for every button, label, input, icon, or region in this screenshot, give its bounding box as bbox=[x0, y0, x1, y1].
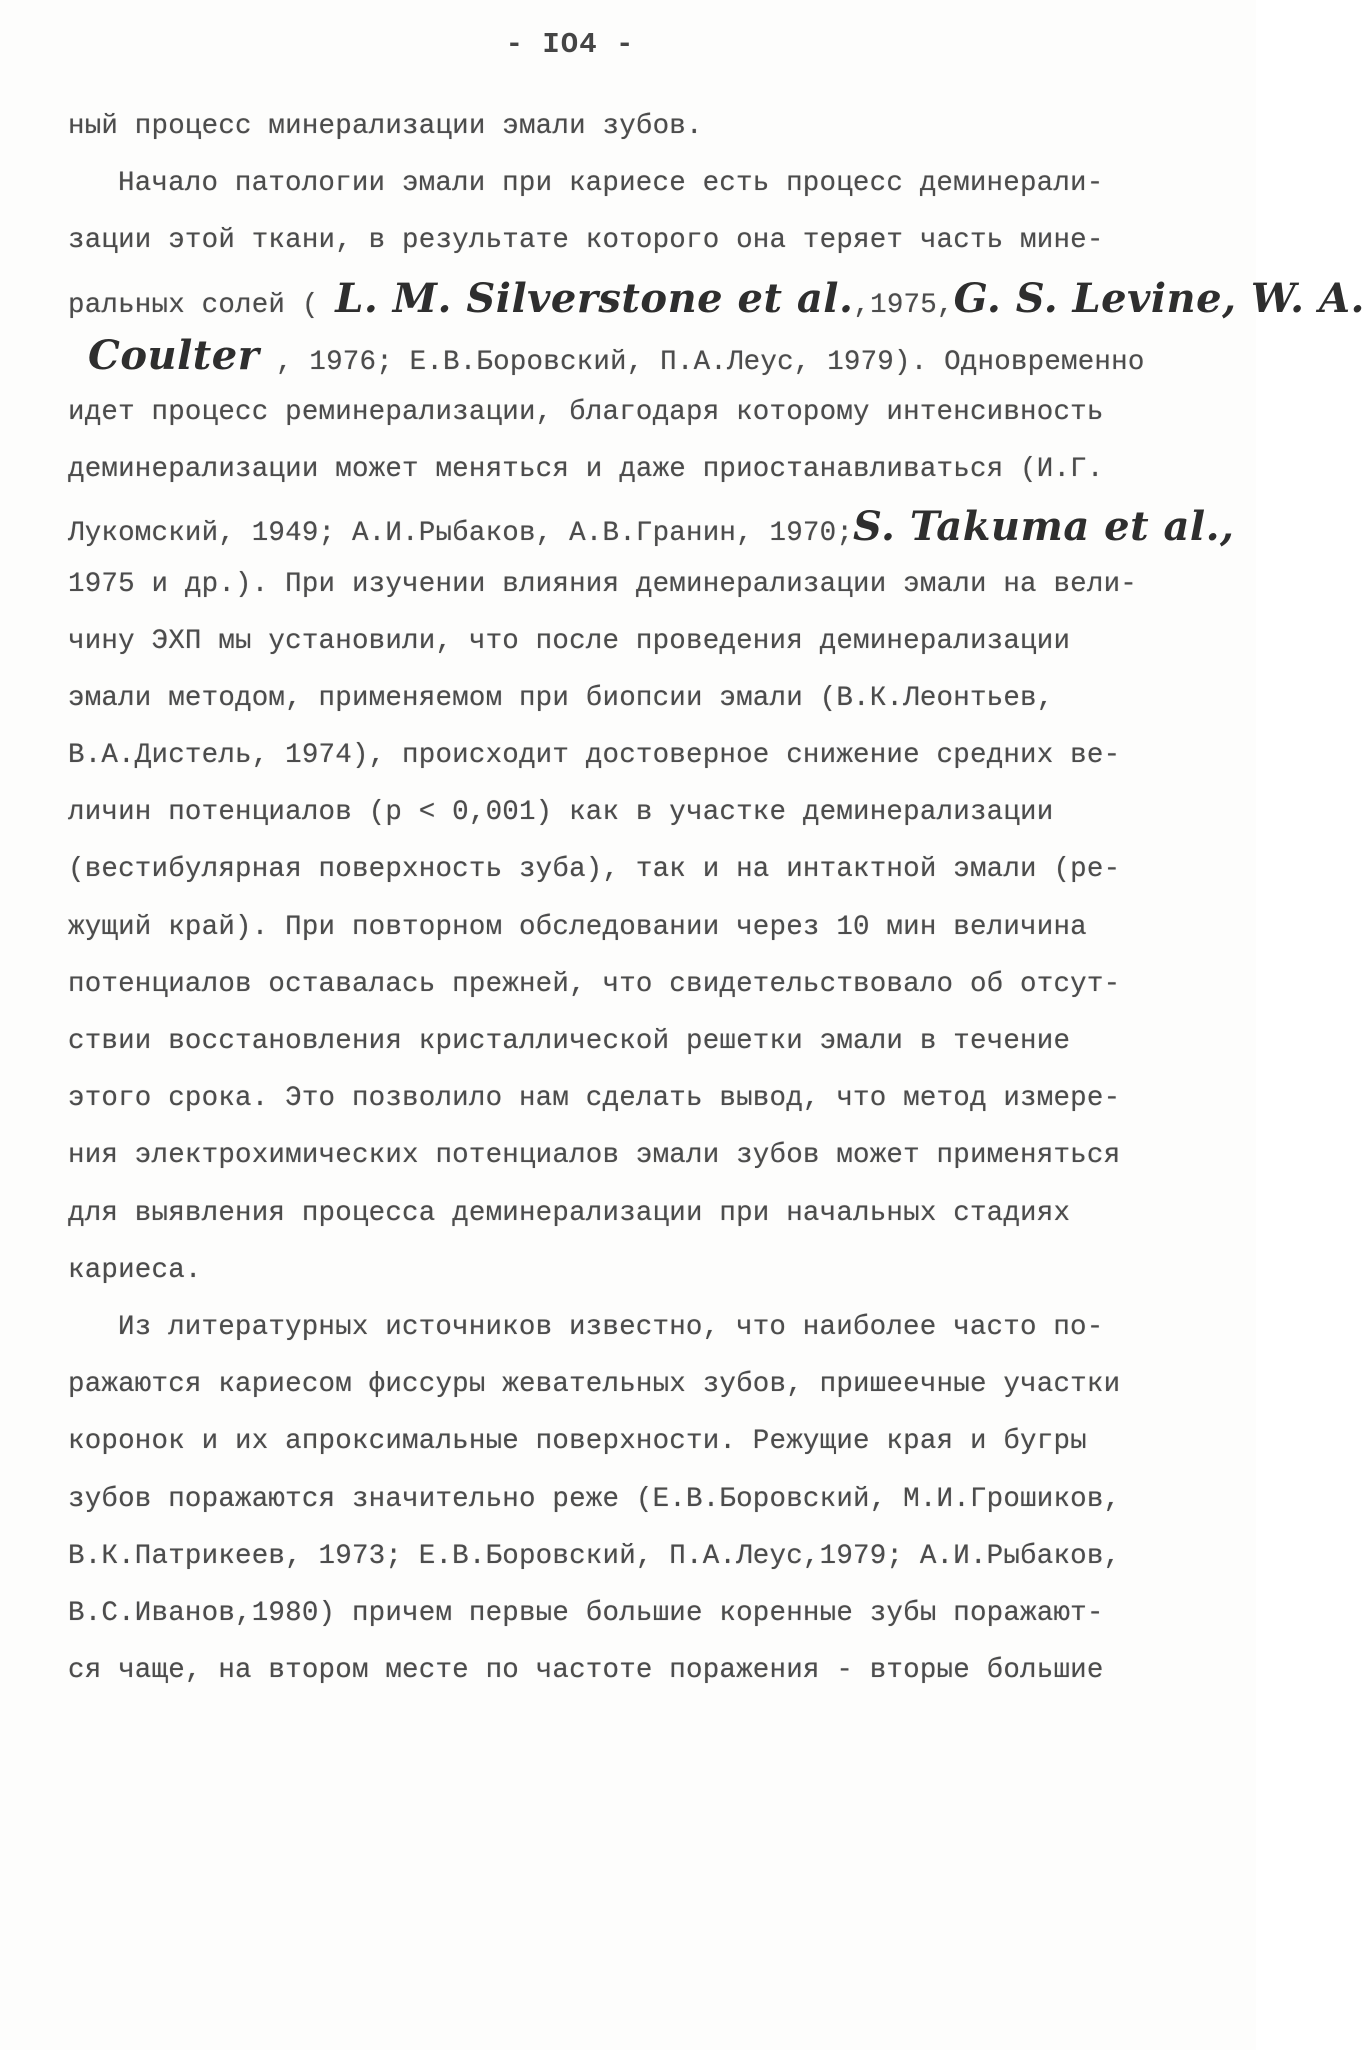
paragraph-start-line: Начало патологии эмали при кариесе есть процесс деминерали- bbox=[118, 168, 1104, 200]
text-line: деминерализации может меняться и даже приостанавливаться (И.Г. bbox=[68, 454, 1104, 486]
text-line: ный процесс минерализации эмали зубов. bbox=[68, 111, 703, 142]
text-line: В.А.Дистель, 1974), происходит достоверное снижение средних ве- bbox=[68, 740, 1121, 772]
text-line-with-handwriting bbox=[68, 270, 1365, 327]
text-line: личин потенциалов (р < 0,001) как в участке деминерализации bbox=[68, 797, 1054, 829]
text-line: ражаются кариесом фиссуры жевательных зубов, пришеечные участки bbox=[68, 1369, 1121, 1401]
text-line: этого срока. Это позволило нам сделать вывод, что метод измере- bbox=[68, 1083, 1121, 1115]
handwritten-citation: Coulter bbox=[88, 331, 260, 379]
text-line: потенциалов оставалась прежней, что свидетельствовало об отсут- bbox=[68, 968, 1121, 1000]
text-line: (вестибулярная поверхность зуба), так и на интактной эмали (ре- bbox=[68, 854, 1121, 886]
text-fragment: ,1975, bbox=[853, 289, 954, 321]
handwritten-citation: G. S. Levine, W. A. bbox=[953, 274, 1365, 322]
handwritten-citation: S. Takuma et al., bbox=[853, 503, 1235, 551]
text-line-with-handwriting bbox=[68, 498, 1235, 555]
text-line: ся чаще, на втором месте по частоте поражения - вторые большие bbox=[68, 1655, 1104, 1687]
text-line: эмали методом, применяемом при биопсии эмали (В.К.Леонтьев, bbox=[68, 682, 1054, 714]
body-text bbox=[68, 98, 1365, 1699]
text-line: ствии восстановления кристаллической решетки эмали в течение bbox=[68, 1026, 1071, 1057]
handwritten-citation: L. M. Silverstone et al. bbox=[335, 274, 854, 322]
text-line: жущий край). При повторном обследовании через 10 мин величина bbox=[68, 911, 1087, 943]
text-line: В.К.Патрикеев, 1973; Е.В.Боровский, П.А.Леус,1979; А.И.Рыбаков, bbox=[68, 1540, 1121, 1572]
text-fragment: Лукомский, 1949; А.И.Рыбаков, А.В.Гранин, 1970; bbox=[68, 518, 854, 550]
page-number: - IO4 - bbox=[505, 28, 635, 61]
text-line: В.С.Иванов,1980) причем первые большие коренные зубы поражают- bbox=[68, 1597, 1104, 1629]
text-fragment: , 1976; Е.В.Боровский, П.А.Леус, 1979). Одновременно bbox=[276, 346, 1145, 378]
text-line: 1975 и др.). При изучении влияния деминерализации эмали на вели- bbox=[68, 568, 1137, 600]
text-line: коронок и их апроксимальные поверхности. Режущие края и бугры bbox=[68, 1426, 1087, 1458]
paragraph-start-line: Из литературных источников известно, что наиболее часто по- bbox=[118, 1311, 1104, 1343]
text-line: для выявления процесса деминерализации при начальных стадиях bbox=[68, 1197, 1071, 1229]
text-line: кариеса. bbox=[68, 1254, 202, 1286]
text-line: идет процесс реминерализации, благодаря которому интенсивность bbox=[68, 396, 1104, 428]
text-line: чину ЭХП мы установили, что после проведения деминерализации bbox=[68, 625, 1071, 657]
text-line: зации этой ткани, в результате которого она теряет часть мине- bbox=[68, 225, 1104, 257]
text-line: ния электрохимических потенциалов эмали зубов может применяться bbox=[68, 1140, 1121, 1172]
text-line: зубов поражаются значительно реже (Е.В.Боровский, М.И.Грошиков, bbox=[68, 1483, 1121, 1515]
text-line-with-handwriting bbox=[68, 327, 1183, 384]
text-fragment: ральных солей ( bbox=[68, 289, 319, 321]
